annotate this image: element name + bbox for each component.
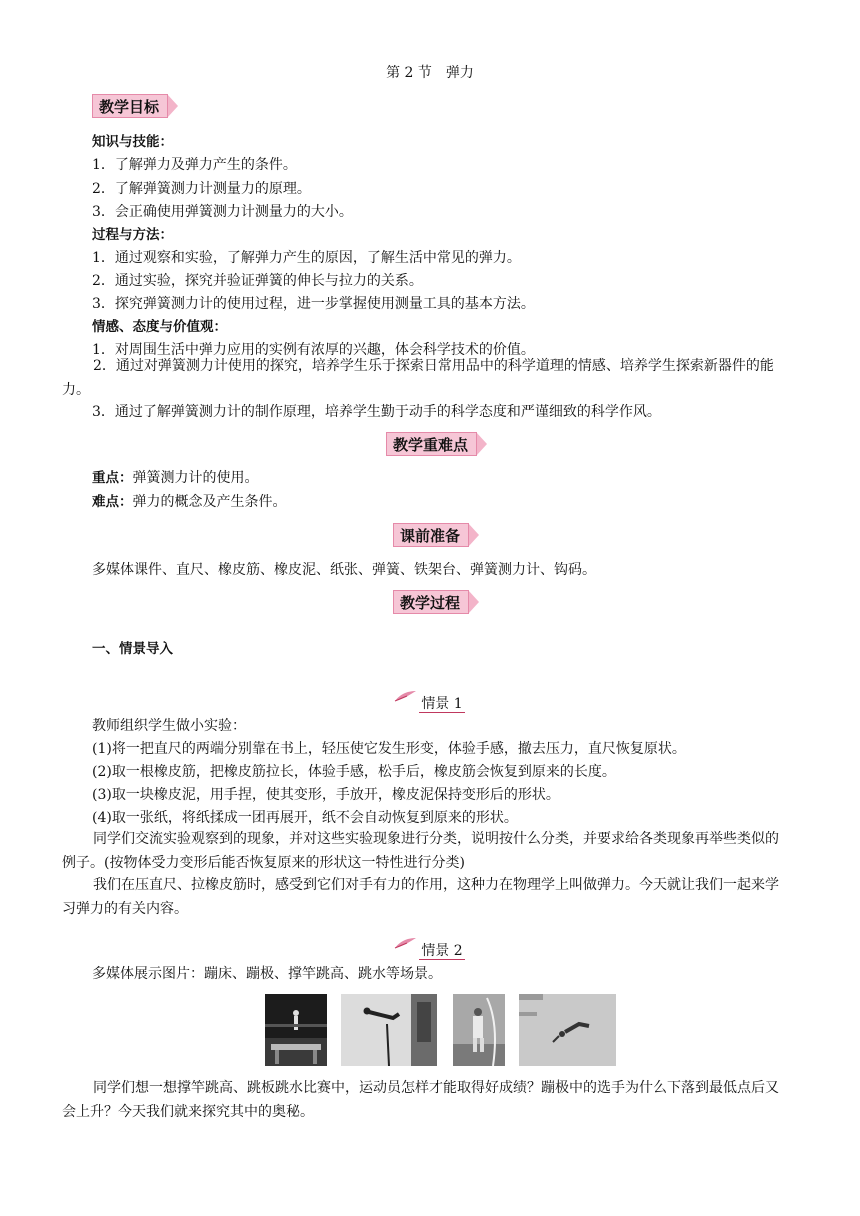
knowledge-item: 3．会正确使用弹簧测力计测量力的大小。 [92,204,353,220]
objectives-badge [92,94,178,118]
preparation-badge [393,523,479,547]
emotion-item: 3．通过了解弹簧测力计的制作原理，培养学生勤于动手的科学态度和严谨细致的科学作风。 [92,404,661,420]
emotion-item: 2．通过对弹簧测力计使用的探究，培养学生乐于探索日常用品中的科学道理的情感、培养学生探索新器件的能力。 [62,358,774,398]
scene2-intro: 多媒体展示图片：蹦床、蹦极、撑竿跳高、跳水等场景。 [92,966,442,982]
section-number: 第 2 节 [386,65,432,81]
emotion-item: 1．对周围生活中弹力应用的实例有浓厚的兴趣，体会科学技术的价值。 [92,342,535,358]
badge-arrow-icon [476,432,487,456]
bungee-photo [341,994,437,1066]
process-badge [393,590,479,614]
scene1-label-text: 情景 1 [421,696,463,712]
scene1-paragraph: 我们在压直尺、拉橡皮筋时，感受到它们对手有力的作用，这种力在物理学上叫做弹力。今天就让我们一起来学习弹力的有关内容。 [62,877,779,917]
badge-arrow-icon [468,523,479,547]
key-label: 重点： [92,470,133,486]
bungee-image [341,994,437,1066]
badge-arrow-icon [167,94,178,118]
key-points-badge [386,432,487,456]
feather-pen-icon [393,936,417,950]
preparation-badge-label: 课前准备 [400,526,461,545]
section-topic: 弹力 [445,65,474,81]
process-badge-label: 教学过程 [400,593,461,612]
process-item: 3．探究弹簧测力计的使用过程，进一步掌握使用测量工具的基本方法。 [92,296,535,312]
scene2-paragraph: 同学们想一想撑竿跳高、跳板跳水比赛中，运动员怎样才能取得好成绩？蹦极中的选手为什么下落到最低点后又会上升？今天我们就来探究其中的奥秘。 [62,1080,779,1120]
page-title [0,62,860,82]
key-text: 弹簧测力计的使用。 [132,470,259,486]
diving-image [519,994,616,1066]
feather-pen-icon [393,689,417,703]
process-heading: 过程与方法： [92,227,173,243]
knowledge-item: 2．了解弹簧测力计测量力的原理。 [92,181,311,197]
scene1-label [0,693,860,713]
preparation-text: 多媒体课件、直尺、橡皮筋、橡皮泥、纸张、弹簧、铁架台、弹簧测力计、钩码。 [92,562,596,578]
knowledge-heading: 知识与技能： [92,134,173,150]
diving-photo [519,994,616,1066]
trampoline-image [265,994,327,1066]
key-point-line [92,469,792,487]
scene1-step: (3)取一块橡皮泥，用手捏，使其变形，手放开，橡皮泥保持变形后的形状。 [92,787,560,803]
difficult-text: 弹力的概念及产生条件。 [132,494,287,510]
scene2-label [0,940,860,960]
difficult-point-line [92,493,792,511]
knowledge-item: 1．了解弹力及弹力产生的条件。 [92,157,297,173]
scene1-step: (4)取一张纸，将纸揉成一团再展开，纸不会自动恢复到原来的形状。 [92,810,518,826]
process-item: 2．通过实验，探究并验证弹簧的伸长与拉力的关系。 [92,273,423,289]
scene1-step: (1)将一把直尺的两端分别靠在书上，轻压使它发生形变，体验手感，撤去压力，直尺恢复原状。 [92,741,686,757]
pole-vault-photo [453,994,505,1066]
key-points-badge-label: 教学重难点 [393,435,469,454]
pole-vault-image [453,994,505,1066]
badge-arrow-icon [468,590,479,614]
emotion-heading: 情感、态度与价值观： [92,319,227,335]
scene1-step: (2)取一根橡皮筋，把橡皮筋拉长，体验手感，松手后，橡皮筋会恢复到原来的长度。 [92,764,616,780]
part1-heading: 一、情景导入 [92,641,173,657]
process-item: 1．通过观察和实验，了解弹力产生的原因，了解生活中常见的弹力。 [92,250,521,266]
scene1-intro: 教师组织学生做小实验： [92,718,246,734]
trampoline-photo [265,994,327,1066]
objectives-badge-label: 教学目标 [99,97,160,116]
scene2-label-text: 情景 2 [421,943,463,959]
scene1-paragraph: 同学们交流实验观察到的现象，并对这些实验现象进行分类，说明按什么分类，并要求给各类现象再举些类似的例子。(按物体受力变形后能否恢复原来的形状这一特性进行分类) [62,831,779,871]
difficult-label: 难点： [92,494,133,510]
